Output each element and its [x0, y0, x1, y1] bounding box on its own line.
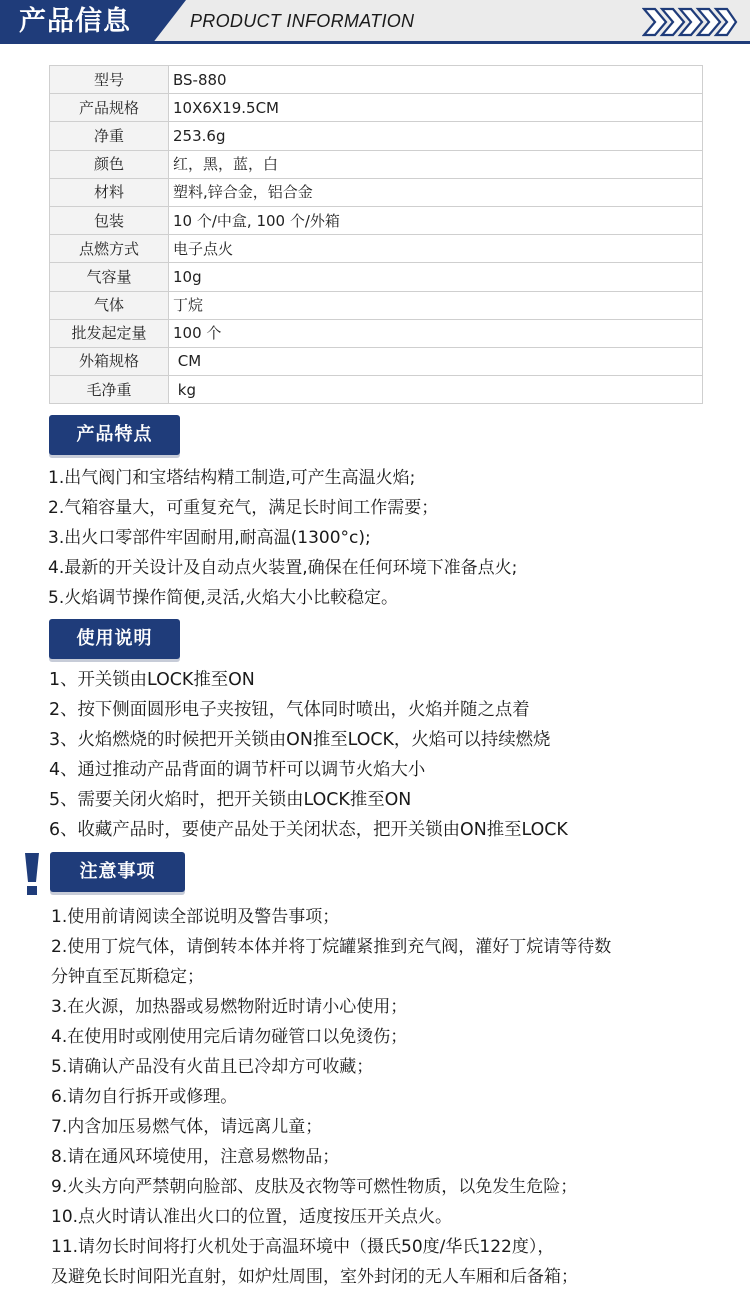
spec-value: 10 个/中盒, 100 个/外箱: [169, 206, 703, 234]
list-item: 2、按下侧面圆形电子夹按钮，气体同时喷出，火焰并随之点着: [49, 700, 530, 720]
list-item: 9.火头方向严禁朝向脸部、皮肤及衣物等可燃性物质，以免发生危险；: [51, 1177, 578, 1197]
list-item: 2.气箱容量大，可重复充气，满足长时间工作需要；: [48, 498, 439, 518]
spec-value: BS-880: [169, 66, 703, 94]
spec-key: 毛净重: [50, 376, 169, 404]
usage-heading: 使用说明: [49, 619, 180, 659]
table-row: [50, 319, 703, 347]
spec-value: kg: [169, 376, 703, 404]
list-item: 5.火焰调节操作简便,灵活,火焰大小比較稳定。: [48, 588, 399, 608]
chevron-right-icon: [642, 7, 738, 37]
table-row: [50, 206, 703, 234]
list-item: 2.使用丁烷气体，请倒转本体并将丁烷罐紧推到充气阀，灌好丁烷请等待数: [51, 937, 612, 957]
list-item: 3、火焰燃烧的时候把开关锁由ON推至LOCK，火焰可以持续燃烧: [49, 730, 551, 750]
list-item: 11.请勿长时间将打火机处于高温环境中（摄氏50度/华氏122度），: [51, 1237, 555, 1257]
notes-heading: 注意事项: [50, 852, 185, 892]
list-item: 5.请确认产品没有火苗且已冷却方可收藏；: [51, 1057, 374, 1077]
list-item: 6.请勿自行拆开或修理。: [51, 1087, 238, 1107]
notes-list: [51, 902, 611, 1292]
list-item: 分钟直至瓦斯稳定；: [51, 967, 204, 987]
spec-key: 净重: [50, 122, 169, 150]
spec-key: 颜色: [50, 150, 169, 178]
list-item: 3.出火口零部件牢固耐用,耐高温(1300°c);: [48, 528, 371, 548]
list-item: 4、通过推动产品背面的调节杆可以调节火焰大小: [49, 760, 426, 780]
exclamation-icon: [24, 853, 40, 895]
spec-value: 10g: [169, 263, 703, 291]
spec-key: 气容量: [50, 263, 169, 291]
spec-value: 10X6X19.5CM: [169, 94, 703, 122]
list-item: 7.内含加压易燃气体，请远离儿童；: [51, 1117, 323, 1137]
list-item: 1.使用前请阅读全部说明及警告事项；: [51, 907, 340, 927]
list-item: 1.出气阀门和宝塔结构精工制造,可产生高温火焰;: [48, 468, 416, 488]
features-list: [48, 463, 517, 613]
table-row: [50, 178, 703, 206]
spec-key: 点燃方式: [50, 235, 169, 263]
list-item: 4.在使用时或刚使用完后请勿碰管口以免烫伤；: [51, 1027, 408, 1047]
spec-value: 塑料,锌合金，铝合金: [169, 178, 703, 206]
spec-value: 电子点火: [169, 235, 703, 263]
list-item: 8.请在通风环境使用，注意易燃物品；: [51, 1147, 340, 1167]
spec-key: 批发起定量: [50, 319, 169, 347]
spec-key: 气体: [50, 291, 169, 319]
spec-table: [49, 65, 703, 404]
spec-value: CM: [169, 347, 703, 375]
spec-value: 丁烷: [169, 291, 703, 319]
page-title: 产品信息: [19, 6, 131, 37]
list-item: 5、需要关闭火焰时，把开关锁由LOCK推至ON: [49, 790, 412, 810]
spec-key: 外箱规格: [50, 347, 169, 375]
table-row: [50, 66, 703, 94]
spec-value: 253.6g: [169, 122, 703, 150]
table-row: [50, 263, 703, 291]
spec-key: 材料: [50, 178, 169, 206]
list-item: 10.点火时请认准出火口的位置，适度按压开关点火。: [51, 1207, 453, 1227]
spec-key: 包装: [50, 206, 169, 234]
spec-value: 100 个: [169, 319, 703, 347]
table-row: [50, 235, 703, 263]
table-row: [50, 150, 703, 178]
header-banner: [0, 0, 750, 44]
table-row: [50, 291, 703, 319]
list-item: 4.最新的开关设计及自动点火装置,确保在任何环境下准备点火;: [48, 558, 518, 578]
table-row: [50, 122, 703, 150]
list-item: 6、收藏产品时，要使产品处于关闭状态，把开关锁由ON推至LOCK: [49, 820, 568, 840]
spec-key: 型号: [50, 66, 169, 94]
table-row: [50, 94, 703, 122]
spec-value: 红，黑，蓝，白: [169, 150, 703, 178]
table-row: [50, 347, 703, 375]
list-item: 3.在火源，加热器或易燃物附近时请小心使用；: [51, 997, 408, 1017]
page-subtitle: PRODUCT INFORMATION: [190, 11, 415, 31]
list-item: 1、开关锁由LOCK推至ON: [49, 670, 255, 690]
table-row: [50, 376, 703, 404]
spec-key: 产品规格: [50, 94, 169, 122]
list-item: 及避免长时间阳光直射，如炉灶周围，室外封闭的无人车厢和后备箱；: [51, 1267, 578, 1287]
usage-list: [49, 665, 568, 845]
features-heading: 产品特点: [49, 415, 180, 455]
